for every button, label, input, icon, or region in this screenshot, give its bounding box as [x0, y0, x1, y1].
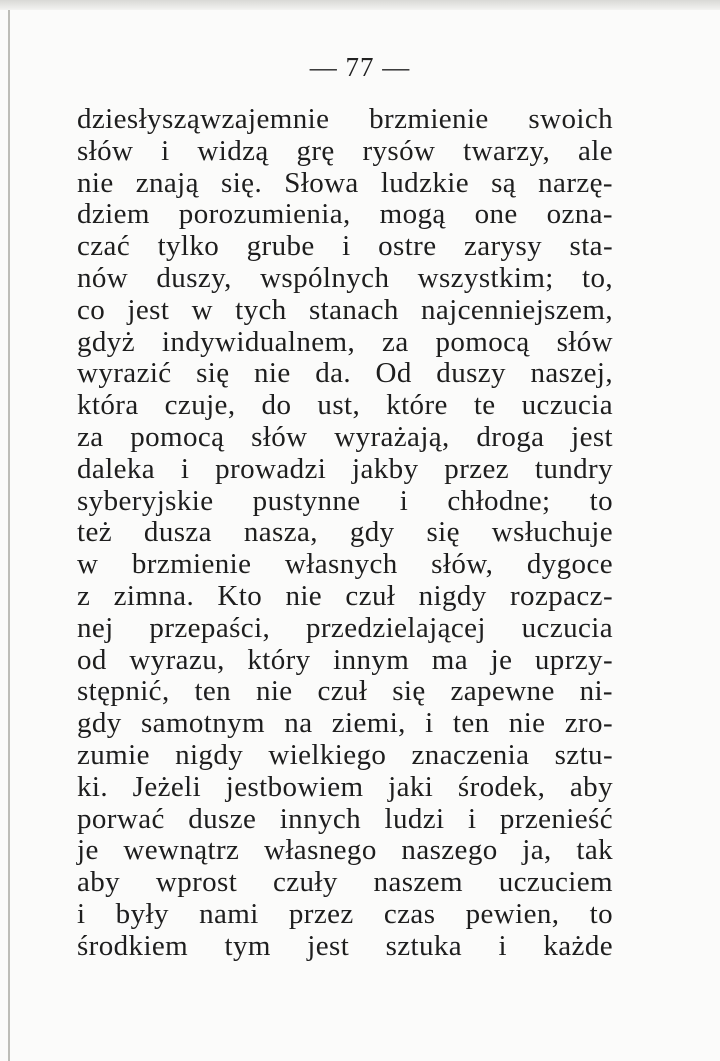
text-line: zumie nigdy wielkiego znaczenia sztu-: [77, 738, 613, 771]
text-line: za pomocą słów wyrażają, droga jest: [77, 420, 613, 453]
page-number: — 77 —: [309, 52, 411, 82]
text-line: nie znają się. Słowa ludzkie są narzę-: [77, 166, 613, 199]
text-line: aby wprost czuły naszem uczuciem: [77, 866, 613, 899]
text-line: też dusza nasza, gdy się wsłuchuje: [77, 516, 613, 549]
text-line: dziesłysząwzajemnie brzmienie swoich: [77, 103, 613, 135]
text-line: słów i widzą grę rysów twarzy, ale: [77, 134, 613, 167]
text-line: je wewnątrz własnego naszego ja, tak: [77, 834, 613, 867]
text-line: stępnić, ten nie czuł się zapewne ni-: [77, 675, 613, 708]
text-line: nów duszy, wspólnych wszystkim; to,: [77, 261, 613, 294]
text-line: syberyjskie pustynne i chłodne; to: [77, 484, 613, 517]
page-edge-line: [8, 10, 10, 1061]
text-line: wyrazić się nie da. Od duszy naszej,: [77, 357, 613, 390]
text-line: z zimna. Kto nie czuł nigdy rozpacz-: [77, 579, 613, 612]
text-line: która czuje, do ust, które te uczucia: [77, 389, 613, 422]
text-line: w brzmienie własnych słów, dygoce: [77, 548, 613, 581]
text-line: daleka i prowadzi jakby przez tundry: [77, 452, 613, 485]
text-line: ki. Jeżeli jestbowiem jaki środek, aby: [77, 770, 613, 803]
text-line: od wyrazu, który innym ma je uprzy-: [77, 643, 613, 676]
body-text: [77, 104, 613, 963]
text-line: gdy samotnym na ziemi, i ten nie zro-: [77, 707, 613, 740]
text-line: dziem porozumienia, mogą one ozna-: [77, 198, 613, 231]
scan-top-edge: [0, 0, 720, 10]
text-line: gdyż indywidualnem, za pomocą słów: [77, 325, 613, 358]
text-line: nej przepaści, przedzielającej uczucia: [77, 611, 613, 644]
text-line: czać tylko grube i ostre zarysy sta-: [77, 230, 613, 263]
text-line: co jest w tych stanach najcenniejszem,: [77, 293, 613, 326]
text-line: i były nami przez czas pewien, to: [77, 897, 613, 930]
text-line: porwać dusze innych ludzi i przenieść: [77, 802, 613, 835]
text-line: środkiem tym jest sztuka i każde: [77, 929, 613, 962]
